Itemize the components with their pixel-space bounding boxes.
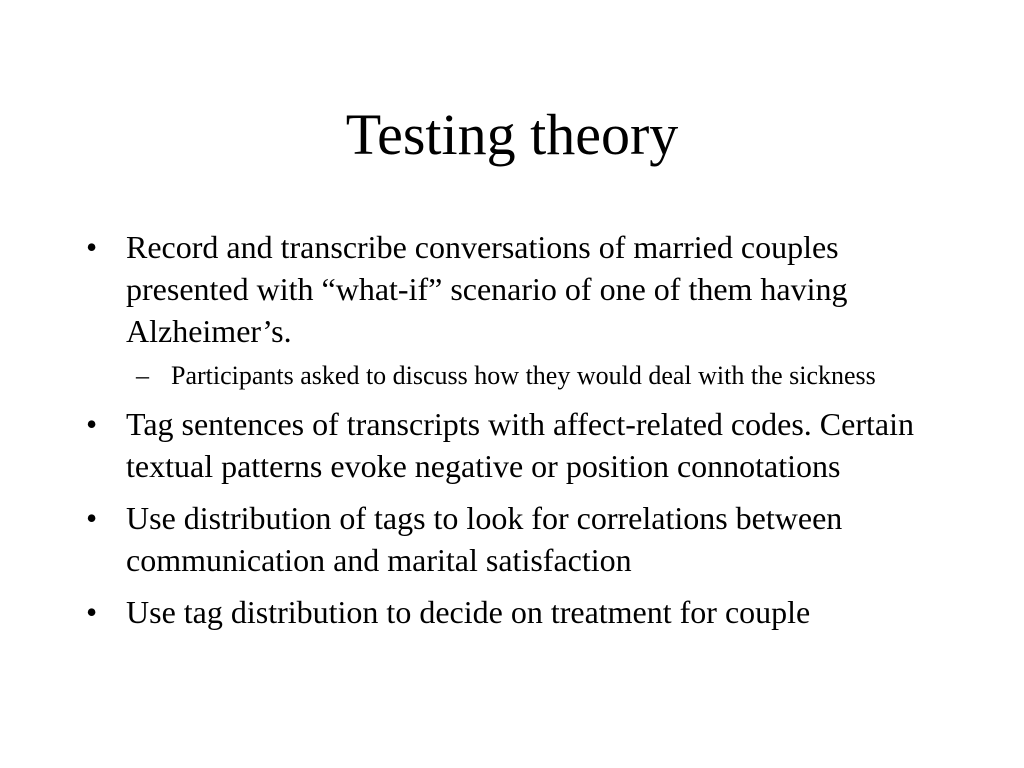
bullet-text: Record and transcribe conversations of married couples presented with “what-if” scenario of one of them having Alzheimer’s.	[126, 229, 848, 349]
bullet-text: Tag sentences of transcripts with affect-related codes. Certain textual patterns evoke negative or position connotations	[126, 406, 914, 484]
bullet-item-record	[86, 226, 946, 393]
bullet-list	[86, 226, 946, 643]
bullet-text: Use tag distribution to decide on treatment for couple	[126, 594, 811, 630]
sub-bullet-item-participants	[126, 358, 946, 393]
sub-bullet-text: Participants asked to discuss how they would deal with the sickness	[171, 361, 876, 390]
bullet-text: Use distribution of tags to look for correlations between communication and marital satisfaction	[126, 500, 843, 578]
bullet-marker: •	[86, 500, 98, 536]
bullet-marker: •	[86, 406, 98, 442]
bullet-item-distribution	[86, 497, 946, 581]
bullet-item-tag-sentences	[86, 403, 946, 487]
bullet-item-treatment	[86, 591, 946, 633]
sub-bullet-list	[126, 358, 946, 393]
bullet-marker: •	[86, 594, 98, 630]
sub-bullet-marker: –	[136, 361, 149, 390]
bullet-marker: •	[86, 229, 98, 265]
slide-title: Testing theory	[345, 102, 679, 167]
